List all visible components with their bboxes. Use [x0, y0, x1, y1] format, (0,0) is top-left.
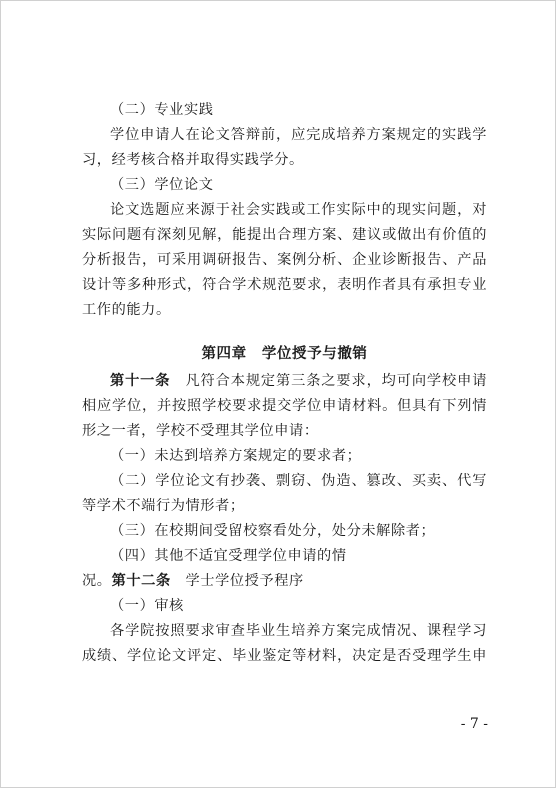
paragraph-line: 设计等多种形式，符合学术规范要求，表明作者具有承担专业 — [82, 277, 487, 293]
list-item: （二）学位论文有抄袭、剽窃、伪造、篡改、买卖、代写 — [110, 473, 487, 489]
chapter-title: 第四章 学位授予与撤销 — [201, 345, 368, 362]
paragraph-line: 论文选题应来源于社会实践或工作实际中的现实问题，对 — [110, 202, 487, 218]
list-item-continuation: 等学术不端行为情形者； — [82, 498, 245, 514]
list-item: （一）未达到培养方案规定的要求者； — [110, 448, 362, 464]
paragraph-line: 形之一者，学校不受理其学位申请： — [82, 423, 319, 439]
paragraph-line: 分析报告，可采用调研报告、案例分析、企业诊断报告、产品 — [82, 252, 487, 268]
list-item: （三）在校期间受留校察看处分，处分未解除者； — [110, 523, 436, 539]
paragraph-line: 习，经考核合格并取得实践学分。 — [82, 152, 304, 168]
paragraph-line: 实际问题有深刻见解，能提出合理方案、建议或做出有价值的 — [82, 227, 487, 243]
article-text: 凡符合本规定第三条之要求，均可向学校申请 — [170, 373, 487, 389]
paragraph-line: 学位申请人在论文答辩前，应完成培养方案规定的实践学 — [110, 127, 487, 143]
paragraph-line: 工作的能力。 — [82, 302, 171, 318]
article-12-line — [82, 569, 487, 594]
section-heading-thesis: （三）学位论文 — [110, 177, 214, 193]
article-label: 第十一条 — [110, 373, 171, 389]
list-item-continuation: 况。 — [82, 573, 112, 589]
document-body — [82, 98, 487, 669]
article-label: 第十二条 — [111, 573, 171, 589]
list-item: （四）其他不适宜受理学位申请的情 — [110, 548, 347, 564]
section-heading-practice: （二）专业实践 — [110, 102, 214, 118]
article-text: 学士学位授予程序 — [170, 573, 304, 589]
paragraph-line: 各学院按照要求审查毕业生培养方案完成情况、课程学习 — [110, 623, 487, 639]
paragraph-line: 相应学位，并按照学校要求提交学位申请材料。但具有下列情 — [82, 398, 487, 414]
article-11-line — [82, 369, 487, 394]
section-heading-review: （一）审核 — [110, 598, 184, 614]
paragraph-line: 成绩、学位论文评定、毕业鉴定等材料，决定是否受理学生申 — [82, 648, 487, 664]
page-number: - 7 - — [460, 716, 488, 732]
